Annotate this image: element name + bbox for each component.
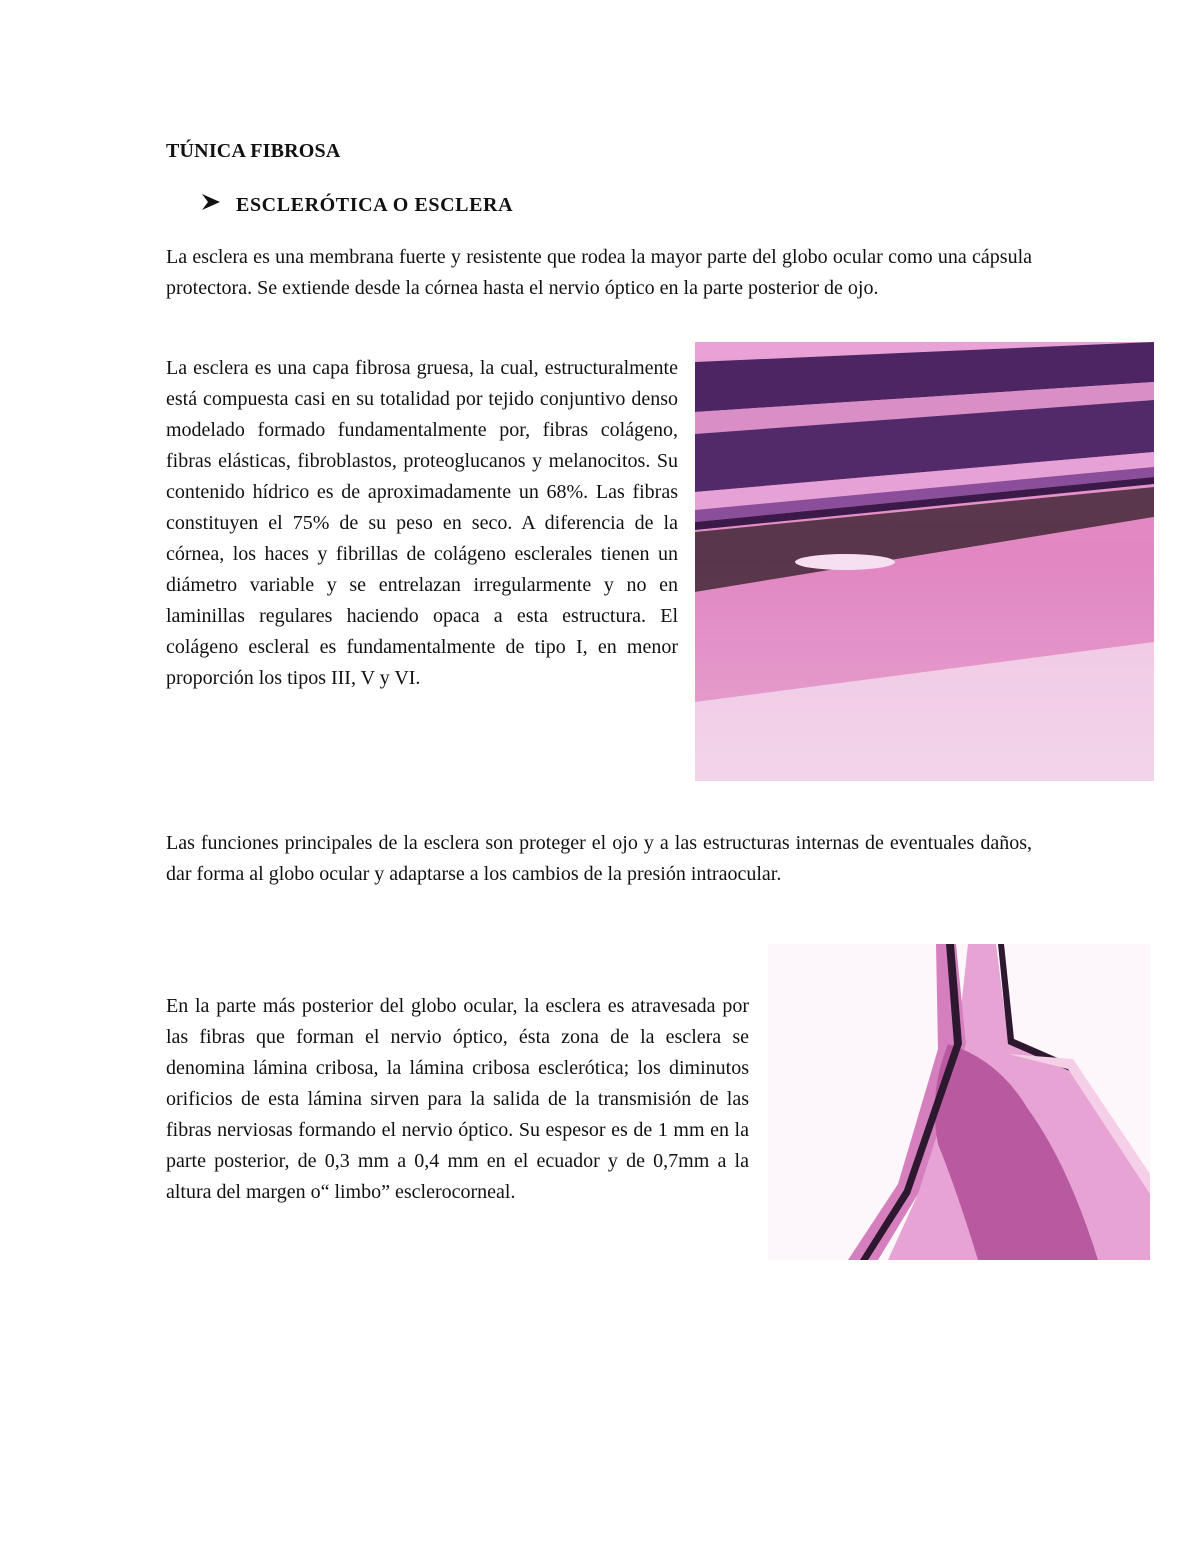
arrowhead-bullet-icon [200, 192, 224, 218]
page-title: TÚNICA FIBROSA [166, 140, 341, 162]
paragraph-composition: La esclera es una capa fibrosa gruesa, la cual, estructuralmente está compuesta casi en su totalidad por tejido conjuntivo denso modelado formado fundamentalmente por, fibras colágeno, fibras elásticas, fibroblastos, proteoglucanos y melanocitos. Su contenido hídrico es de aproximadamente un 68%. Las fibras constituyen el 75% de su peso en seco. A diferencia de la córnea, los haces y fibrillas de colágeno esclerales tienen un diámetro variable y se entrelazan irregularmente y no en laminillas regulares haciendo opaca a esta estructura. El colágeno escleral es fundamentalmente de tipo I, en menor proporción los tipos III, V y VI. [166, 357, 678, 689]
histology-image-sclera-layers [695, 342, 1154, 781]
section-subtitle [200, 192, 513, 218]
paragraph-functions: Las funciones principales de la esclera son proteger el ojo y a las estructuras internas de eventuales daños, dar forma al globo ocular y adaptarse a los cambios de la presión intraocular. [166, 832, 1032, 885]
paragraph-intro: La esclera es una membrana fuerte y resistente que rodea la mayor parte del globo ocular como una cápsula protectora. Se extiende desde la córnea hasta el nervio óptico en la parte posterior de ojo. [166, 246, 1032, 299]
section-subtitle-text: ESCLERÓTICA O ESCLERA [236, 193, 514, 216]
histology-image-optic-nerve [768, 944, 1150, 1260]
paragraph-lamina-cribosa: En la parte más posterior del globo ocular, la esclera es atravesada por las fibras que forman el nervio óptico, ésta zona de la esclera se denomina lámina cribosa, la lámina cribosa esclerótica; los diminutos orificios de esta lámina sirven para la salida de la transmisión de las fibras nerviosas formando el nervio óptico. Su espesor es de 1 mm en la parte posterior, de 0,3 mm a 0,4 mm en el ecuador y de 0,7mm a la altura del margen o“ limbo” esclerocorneal. [166, 995, 749, 1203]
